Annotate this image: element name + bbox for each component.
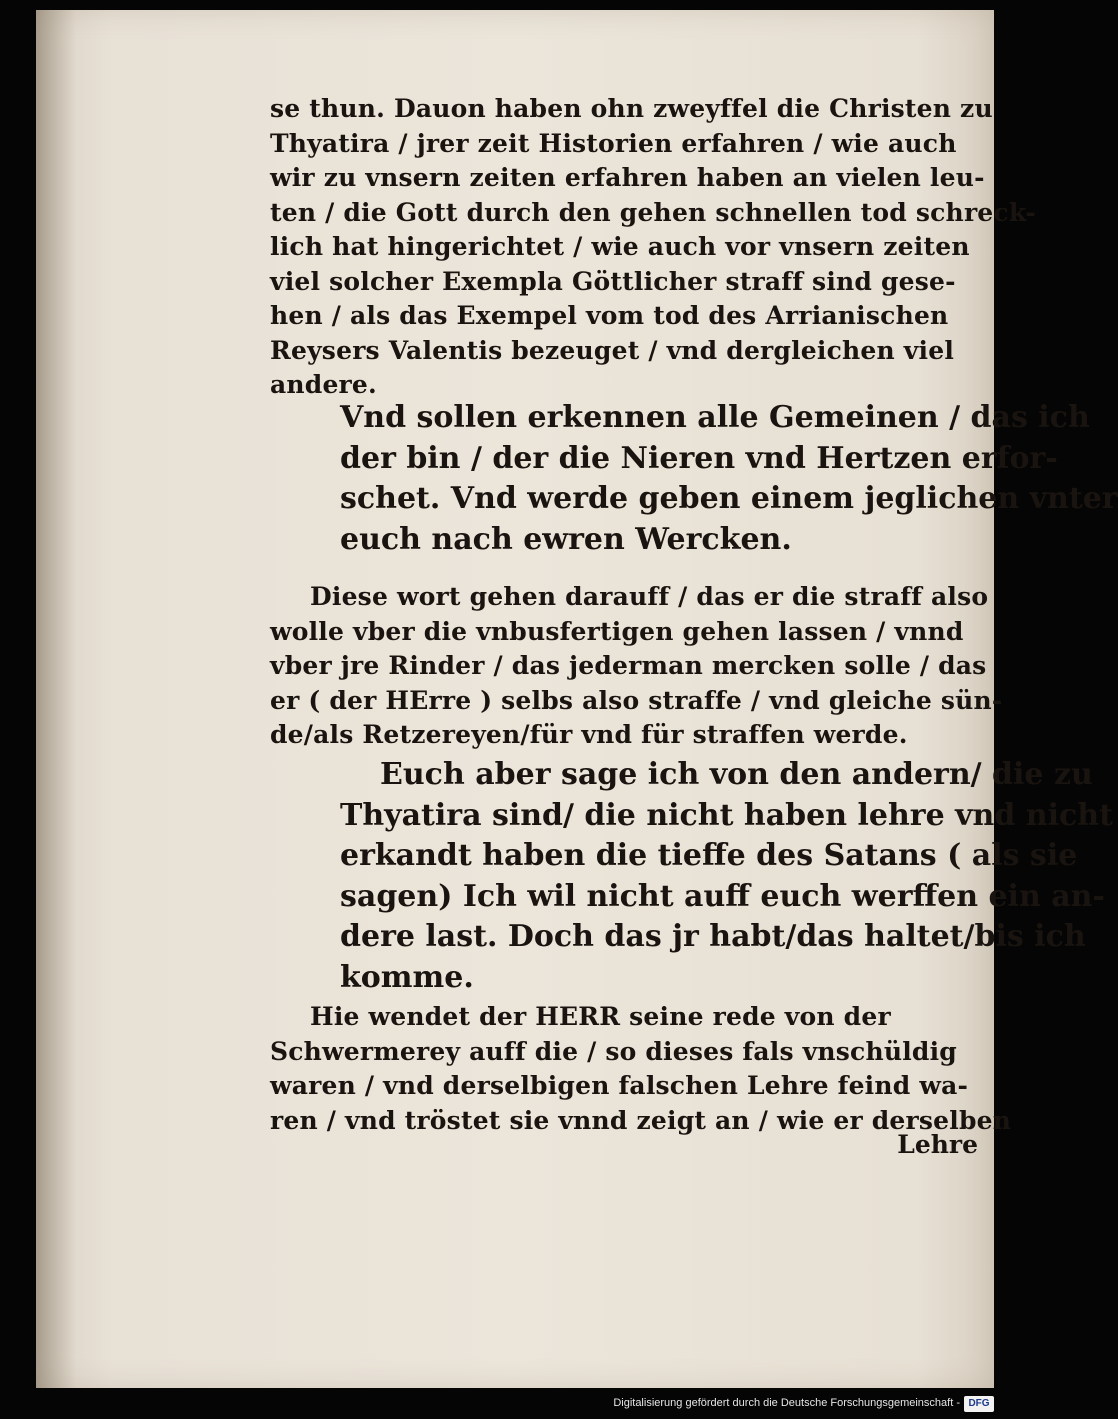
paragraph-1: [270, 92, 1036, 403]
text-line: ten / die Gott durch den gehen schnellen tod schreck-: [270, 197, 1036, 227]
text-line: komme.: [340, 959, 474, 995]
text-line: dere last. Doch das jr habt/das haltet/bis ich: [340, 919, 1086, 954]
scripture-paragraph-1: [340, 398, 1118, 560]
text-line: Thyatira / jrer zeit Historien erfahren / wie auch: [270, 128, 957, 158]
text-line: de/als Retzereyen/für vnd für straffen werde.: [270, 720, 908, 749]
text-line: Schwermerey auff die / so dieses fals vnschüldig: [270, 1036, 957, 1066]
scripture-paragraph-2: [340, 755, 1113, 998]
text-line: Euch aber sage ich von den andern/ die zu: [380, 757, 1093, 792]
paragraph-2: [270, 580, 1003, 753]
text-line: Reysers Valentis bezeuget / vnd dergleichen viel: [270, 335, 955, 365]
text-line: sagen) Ich wil nicht auff euch werffen ein an-: [340, 878, 1105, 914]
text-line: andere.: [270, 370, 377, 399]
text-line: der bin / der die Nieren vnd Hertzen erfor-: [340, 440, 1058, 476]
spine-shadow: [36, 10, 76, 1388]
footer-bar: [0, 1391, 1000, 1419]
text-line: ren / vnd tröstet sie vnnd zeigt an / wie er derselben: [270, 1105, 1012, 1135]
text-line: lich hat hingerichtet / wie auch vor vnsern zeiten: [270, 232, 970, 261]
dfg-logo: DFG: [964, 1396, 994, 1412]
text-line: Thyatira sind/ die nicht haben lehre vnd nicht: [340, 797, 1113, 833]
text-line: viel solcher Exempla Göttlicher straff sind gese-: [270, 266, 956, 296]
funding-notice: Digitalisierung gefördert durch die Deutsche Forschungsgemeinschaft -: [613, 1397, 960, 1409]
text-line: waren / vnd derselbigen falschen Lehre feind wa-: [270, 1071, 969, 1100]
text-line: hen / als das Exempel vom tod des Arrianischen: [270, 301, 949, 330]
paragraph-3: [270, 1000, 1012, 1138]
text-line: Diese wort gehen darauff / das er die straff also: [310, 582, 989, 611]
text-line: er ( der HErre ) selbs also straffe / vnd gleiche sün-: [270, 685, 1003, 715]
text-line: wir zu vnsern zeiten erfahren haben an vielen leu-: [270, 163, 985, 192]
text-line: schet. Vnd werde geben einem jeglichen vnter: [340, 481, 1118, 516]
text-line: wolle vber die vnbusfertigen gehen lassen / vnnd: [270, 616, 964, 646]
catchword: Lehre: [897, 1130, 978, 1159]
text-line: se thun. Dauon haben ohn zweyffel die Christen zu: [270, 94, 993, 123]
text-line: Hie wendet der HERR seine rede von der: [310, 1002, 891, 1031]
text-line: vber jre Rinder / das jederman mercken solle / das: [270, 651, 987, 680]
text-line: erkandt haben die tieffe des Satans ( als sie: [340, 838, 1078, 873]
text-line: Vnd sollen erkennen alle Gemeinen / das ich: [340, 400, 1090, 435]
text-line: euch nach ewren Wercken.: [340, 521, 792, 557]
